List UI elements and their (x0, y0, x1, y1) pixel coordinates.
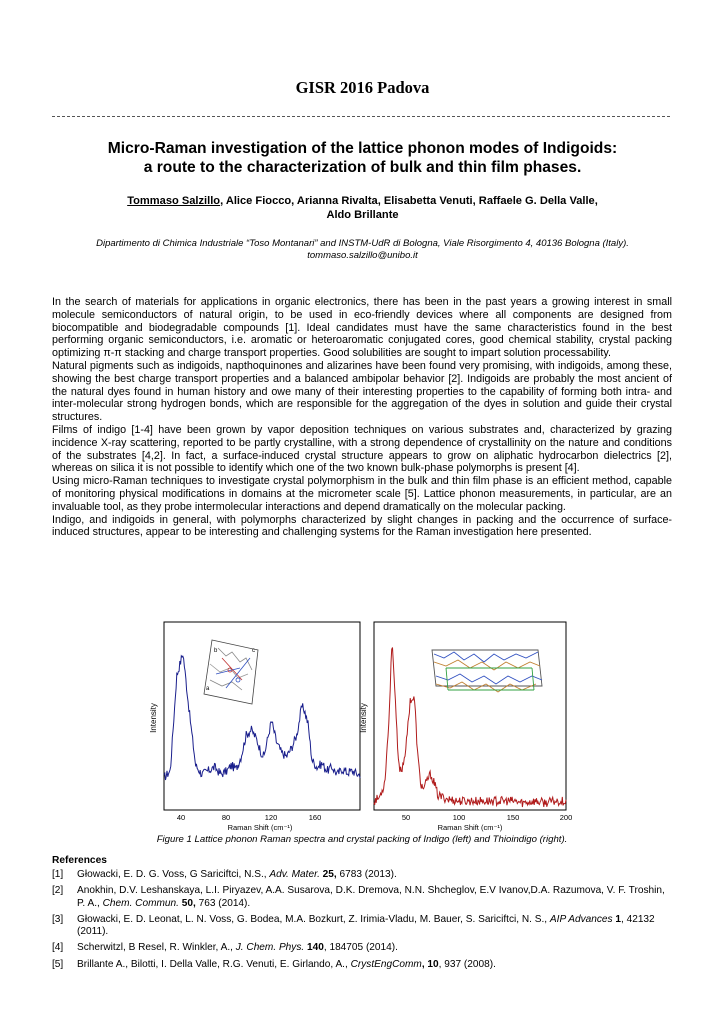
reference-journal: CrystEngComm (350, 958, 422, 970)
contact-email: tommaso.salzillo@unibo.it (307, 250, 418, 261)
svg-text:b: b (214, 648, 218, 654)
reference-journal: Adv. Mater. (269, 869, 320, 880)
title-line-2: a route to the characterization of bulk and thin film phases. (143, 159, 582, 176)
reference-item (52, 914, 672, 939)
reference-authors: Głowacki, E. D. Leonat, L. N. Voss, G. Bodea, M.A. Bozkurt, Z. Irimia-Vladu, M. Bauer, S. Sariciftci, N. S., (77, 913, 550, 925)
reference-number: [3] (52, 913, 64, 925)
reference-authors: Brillante A., Bilotti, I. Della Valle, R.G. Venuti, E. Girlando, A., (77, 958, 351, 970)
svg-text:c: c (252, 648, 255, 654)
x-tick-label: 150 (506, 813, 520, 822)
x-tick-label: 120 (264, 813, 278, 822)
abstract-paragraph: Indigo, and indigoids in general, with polymorphs characterized by slight changes in packing and the occurrence of surface-induced structures, appear to be interesting and challenging systems for the Raman investigation here presented. (52, 513, 672, 539)
reference-item (52, 869, 672, 882)
reference-pages: 6783 (2013). (336, 869, 397, 880)
abstract-paragraph: Films of indigo [1-4] have been grown by vapor deposition techniques on various substrates and, characterized by grazing incidence X-ray scattering, reported to be partly crystalline, with a strong dependence of crystallinity on the nature and conditions of the substrates [4,2]. In fact, a surface-induced crystal structure appears to grow on aliphatic hydrocarbon dielectrics [2], whereas on silica it is not possible to identify which one of the two known bulk-phase polymorphs is present [4]. (52, 423, 672, 475)
reference-authors: Anokhin, D.V. Leshanskaya, L.I. Piryazev, A.A. Susarova, D.K. Dremova, N.N. Shcheglov, E.V Ivanov,D.A. Razumova, V. F. Troshin, P. A., (77, 885, 665, 909)
x-tick-label: 160 (308, 813, 322, 822)
reference-journal: J. Chem. Phys. (235, 942, 305, 954)
reference-volume: 50, (178, 897, 196, 909)
reference-item (52, 942, 672, 955)
reference-number: [5] (52, 958, 64, 970)
figure-caption: Figure 1 Lattice phonon Raman spectra and crystal packing of Indigo (left) and Thioindigo (right). (156, 834, 568, 845)
reference-pages: , 42132 (2011). (77, 913, 655, 938)
x-tick-label: 40 (176, 813, 186, 822)
x-tick-label: 200 (559, 813, 573, 822)
x-tick-label: 100 (452, 813, 466, 822)
abstract-paragraph: Using micro-Raman techniques to investigate crystal polymorphism in the bulk and thin film phase is an efficient method, capable of monitoring physical modifications in domains at the micrometer scale [5]. Lattice phonon measurements, in particular, are an invaluable tool, as they probe intermolecular interactions and depend dramatically on the molecular packing. (52, 475, 672, 513)
header-divider (52, 116, 670, 117)
reference-pages: 763 (2014). (195, 897, 251, 909)
abstract-paragraph: Natural pigments such as indigoids, napthoquinones and alizarines have been found very promising, with indigoids, among these, showing the best charge transport properties and a balanced ambipolar behavior [2]. Indigoids are probably the most ancient of the natural dyes found in human history and owe many of their interesting properties to the capability of forming both intra- and inter-molecular strong hydrogen bonds, which are responsible for the aggregation of the dyes in solution and guide their crystal structures. (52, 359, 672, 424)
reference-pages: , 937 (2008). (438, 958, 496, 970)
co-authors: , Alice Fiocco, Arianna Rivalta, Elisabetta Venuti, Raffaele G. Della Valle, (220, 195, 598, 207)
thioindigo-raman-chart (350, 618, 575, 834)
reference-volume: , 10 (421, 958, 439, 970)
reference-list (52, 869, 672, 975)
author-list (60, 195, 665, 222)
plot-frame (164, 622, 360, 810)
reference-journal: Chem. Commun. (102, 897, 179, 909)
reference-volume: 1 (612, 913, 621, 925)
x-tick-label: 50 (401, 813, 411, 822)
reference-pages: , 184705 (2014). (323, 942, 398, 954)
y-axis-label: Intensity (359, 703, 368, 733)
reference-journal: AIP Advances (549, 913, 613, 925)
co-authors-line-2: Aldo Brillante (326, 208, 399, 221)
paper-title (40, 139, 685, 177)
x-axis-label: Raman Shift (cm⁻¹) (227, 823, 293, 832)
reference-authors: Głowacki, E. D. G. Voss, G Sariciftci, N.S., (77, 869, 270, 880)
reference-authors: Scherwitzl, B Resel, R. Winkler, A., (77, 942, 236, 954)
reference-number: [1] (52, 869, 64, 880)
affiliation (40, 238, 685, 262)
abstract-paragraph: In the search of materials for applications in organic electronics, there has been in the past years a growing interest in small molecule semiconductors of natural origin, to be used in eco-friendly devices where all components are designed from biocompatible and biodegradable compounds [1]. Ideal candidates must have the same characteristics found in the best performing organic semiconductors, i.e. aromatic or heteroaromatic conjugated cores, good chemical stability, crystal packing optimizing π-π stacking and charge transport properties. Good solubilities are sought to impart solution processability. (52, 296, 672, 360)
indigo-raman-chart (140, 618, 365, 834)
affiliation-address: Dipartimento di Chimica Industriale “Toso Montanari” and INSTM-UdR di Bologna, Viale Risorgimento 4, 40136 Bologna (Italy). (96, 238, 629, 249)
reference-volume: 25, (319, 869, 337, 880)
y-axis-label: Intensity (149, 703, 158, 733)
x-axis-label: Raman Shift (cm⁻¹) (437, 823, 503, 832)
x-tick-label: 80 (221, 813, 231, 822)
presenting-author: Tommaso Salzillo (127, 195, 221, 207)
reference-number: [4] (52, 942, 64, 954)
abstract-body (52, 296, 672, 539)
conference-header: GISR 2016 Padova (295, 78, 430, 97)
title-line-1: Micro-Raman investigation of the lattice phonon modes of Indigoids: (107, 140, 618, 157)
reference-volume: 140 (304, 942, 324, 954)
reference-number: [2] (52, 885, 64, 897)
reference-item (52, 885, 672, 910)
references-heading: References (52, 855, 107, 866)
reference-item (52, 959, 672, 972)
svg-text:a: a (206, 686, 210, 692)
